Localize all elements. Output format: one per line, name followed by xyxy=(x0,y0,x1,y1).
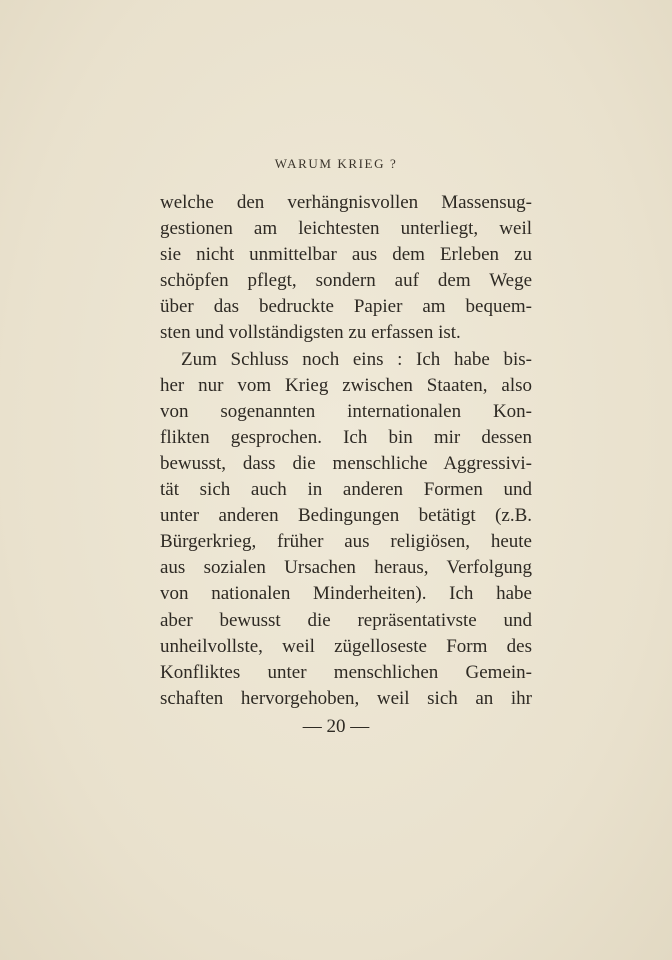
text-line: aus sozialen Ursachen heraus, Verfolgung xyxy=(160,557,532,579)
text-line: von sogenannten internationalen Kon- xyxy=(160,400,532,422)
text-line: aber bewusst die repräsentativste und xyxy=(160,609,532,631)
text-line: flikten gesprochen. Ich bin mir dessen xyxy=(160,426,532,448)
text-line: Konfliktes unter menschlichen Gemein- xyxy=(160,661,532,683)
text-line: unheilvollste, weil zügelloseste Form des xyxy=(160,635,532,657)
text-line: schöpfen pflegt, sondern auf dem Wege xyxy=(160,270,532,292)
page-number: — 20 — xyxy=(302,716,370,737)
text-line: sie nicht unmittelbar aus dem Erleben zu xyxy=(160,244,532,266)
text-line: gestionen am leichtesten unterliegt, weil xyxy=(160,218,532,240)
text-line: tät sich auch in anderen Formen und xyxy=(160,479,532,501)
running-head: WARUM KRIEG ? xyxy=(274,156,398,171)
text-line: von nationalen Minderheiten). Ich habe xyxy=(160,583,532,605)
text-line: unter anderen Bedingungen betätigt (z.B. xyxy=(160,505,532,527)
text-line: über das bedruckte Papier am bequem- xyxy=(160,296,532,318)
text-line: Zum Schluss noch eins : Ich habe bis- xyxy=(181,348,532,370)
text-line: her nur vom Krieg zwischen Staaten, also xyxy=(160,374,532,396)
text-line: bewusst, dass die menschliche Aggressivi- xyxy=(160,452,532,474)
body-text xyxy=(160,190,532,712)
text-line: schaften hervorgehoben, weil sich an ihr xyxy=(160,687,532,709)
text-line: sten und vollständigsten zu erfassen ist. xyxy=(160,322,461,344)
text-line: Bürgerkrieg, früher aus religiösen, heute xyxy=(160,531,532,553)
text-line: welche den verhängnisvollen Massensug- xyxy=(160,192,532,213)
